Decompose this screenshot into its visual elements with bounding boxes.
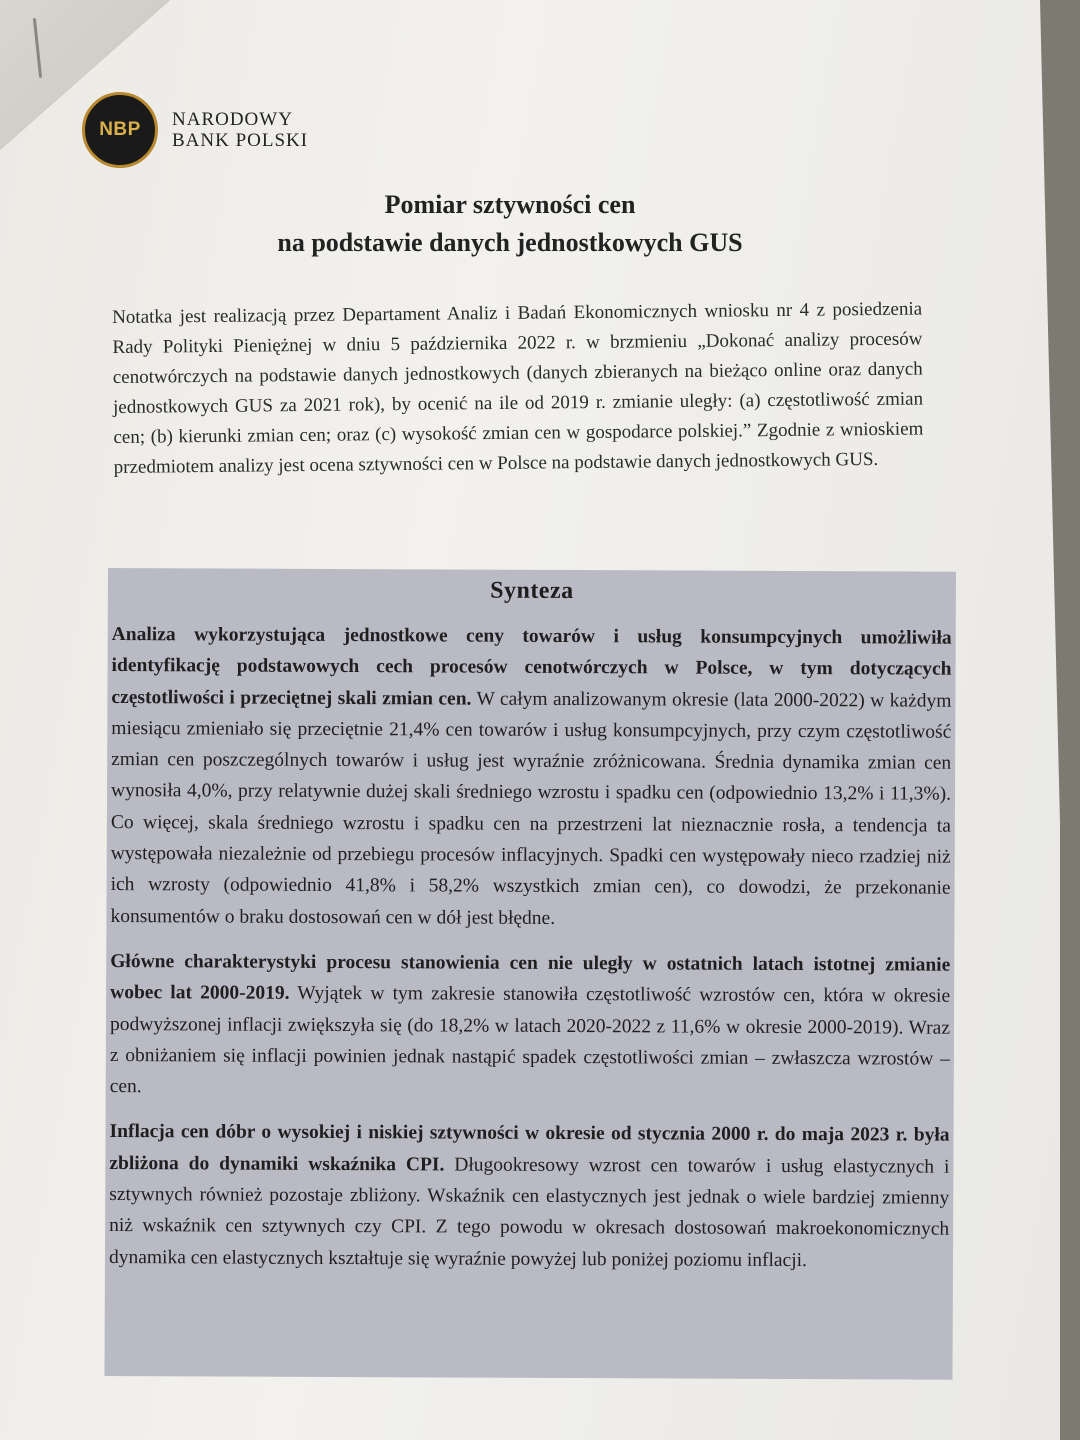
synteza-heading: Synteza <box>490 577 574 605</box>
synteza-paragraph-1 <box>110 619 951 936</box>
synteza-box <box>104 568 956 1380</box>
intro-paragraph: Notatka jest realizacją przez Departament Analiz i Badań Ekonomicznych wniosku nr 4 z posiedzenia Rady Polityki Pieniężnej w dniu 5 października 2022 r. w brzmieniu „Dokonać analizy procesów cenotwórczych na podstawie danych jednostkowych (danych zbieranych na bieżąco online oraz danych jednostkowych GUS za 2021 rok), by ocenić na ile od 2019 r. zmianie uległy: (a) częstotliwość zmian cen; (b) kierunki zmian cen; oraz (c) wysokość zmian cen w gospodarce polskiej.” Zgodnie z wnioskiem przedmiotem analizy jest ocena sztywności cen w Polsce na podstawie danych jednostkowych GUS. <box>112 298 924 478</box>
synteza-paragraph-1-body: W całym analizowanym okresie (lata 2000-2022) w każdym miesiącu zmieniało się przeciętnie 21,4% cen towarów i usług konsumpcyjnych, przy czym częstotliwość zmian cen poszczególnych towarów i usług jest wyraźnie zróżnicowana. Średnia dynamika zmian cen wynosiła 4,0%, przy relatywnie dużej skali średniego wzrostu i spadku cen (odpowiednio 13,2% i 11,3%). Co więcej, skala średniego wzrostu i spadku cen na przestrzeni lat nieznacznie rosła, a tendencja ta występowała niezależnie od przebiegu procesów inflacyjnych. Spadki cen występowały nieco rzadziej niż ich wzrosty (odpowiednio 41,8% i 58,2% wszystkich zmian cen), co dowodzi, że przekonanie konsumentów o braku dostosowań cen w dół jest błędne. <box>110 688 952 929</box>
synteza-paragraph-2-lead: Główne charakterystyki procesu stanowienia cen nie uległy w ostatnich latach istotnej zmianie wobec lat 2000-2019. <box>110 950 951 1005</box>
synteza-paragraph-1-lead: Analiza wykorzystująca jednostkowe ceny towarów i usług konsumpcyjnych umożliwiła identyfikację podstawowych cech procesów cenotwórczych w Polsce, w tym dotyczących częstotliwości i przeciętnej skali zmian cen. <box>111 624 952 710</box>
logo-initials: NBP <box>99 119 141 140</box>
nbp-logo <box>82 92 308 168</box>
logo-text <box>172 109 308 151</box>
title-line-2: na podstawie danych jednostkowych GUS <box>277 228 743 257</box>
nbp-emblem-icon <box>82 92 158 168</box>
document-title <box>200 186 820 262</box>
logo-line-2: BANK POLSKI <box>172 130 309 151</box>
synteza-paragraph-2-body: Wyjątek w tym zakresie stanowiła częstotliwość wzrostów cen, która w okresie podwyższonej inflacji zwiększyła się (do 18,2% w latach 2020-2022 z 11,6% w okresie 2000-2019). Wraz z obniżaniem się inflacji powinien jednak nastąpić spadek częstotliwości zmian – zwłaszcza wzrostów – cen. <box>109 983 951 1098</box>
synteza-paragraph-3-lead: Inflacja cen dóbr o wysokiej i niskiej sztywności w okresie od stycznia 2000 r. do maja 2023 r. była zbliżona do dynamiki wskaźnika CPI. <box>109 1121 950 1176</box>
synteza-paragraph-3 <box>109 1116 950 1276</box>
title-line-1: Pomiar sztywności cen <box>384 190 636 219</box>
synteza-paragraph-3-body: Długookresowy wzrost cen towarów i usług elastycznych i sztywnych również pozostaje zbliżony. Wskaźnik cen elastycznych jest jednak o wiele bardziej zmienny niż wskaźnik cen sztywnych czy CPI. Z tego powodu w okresach dostosowań makroekonomicznych dynamika cen elastycznych kształtuje się wyraźnie powyżej lub poniżej poziomu inflacji. <box>108 1154 950 1271</box>
logo-line-1: NARODOWY <box>172 109 293 130</box>
synteza-paragraph-2 <box>110 946 951 1106</box>
